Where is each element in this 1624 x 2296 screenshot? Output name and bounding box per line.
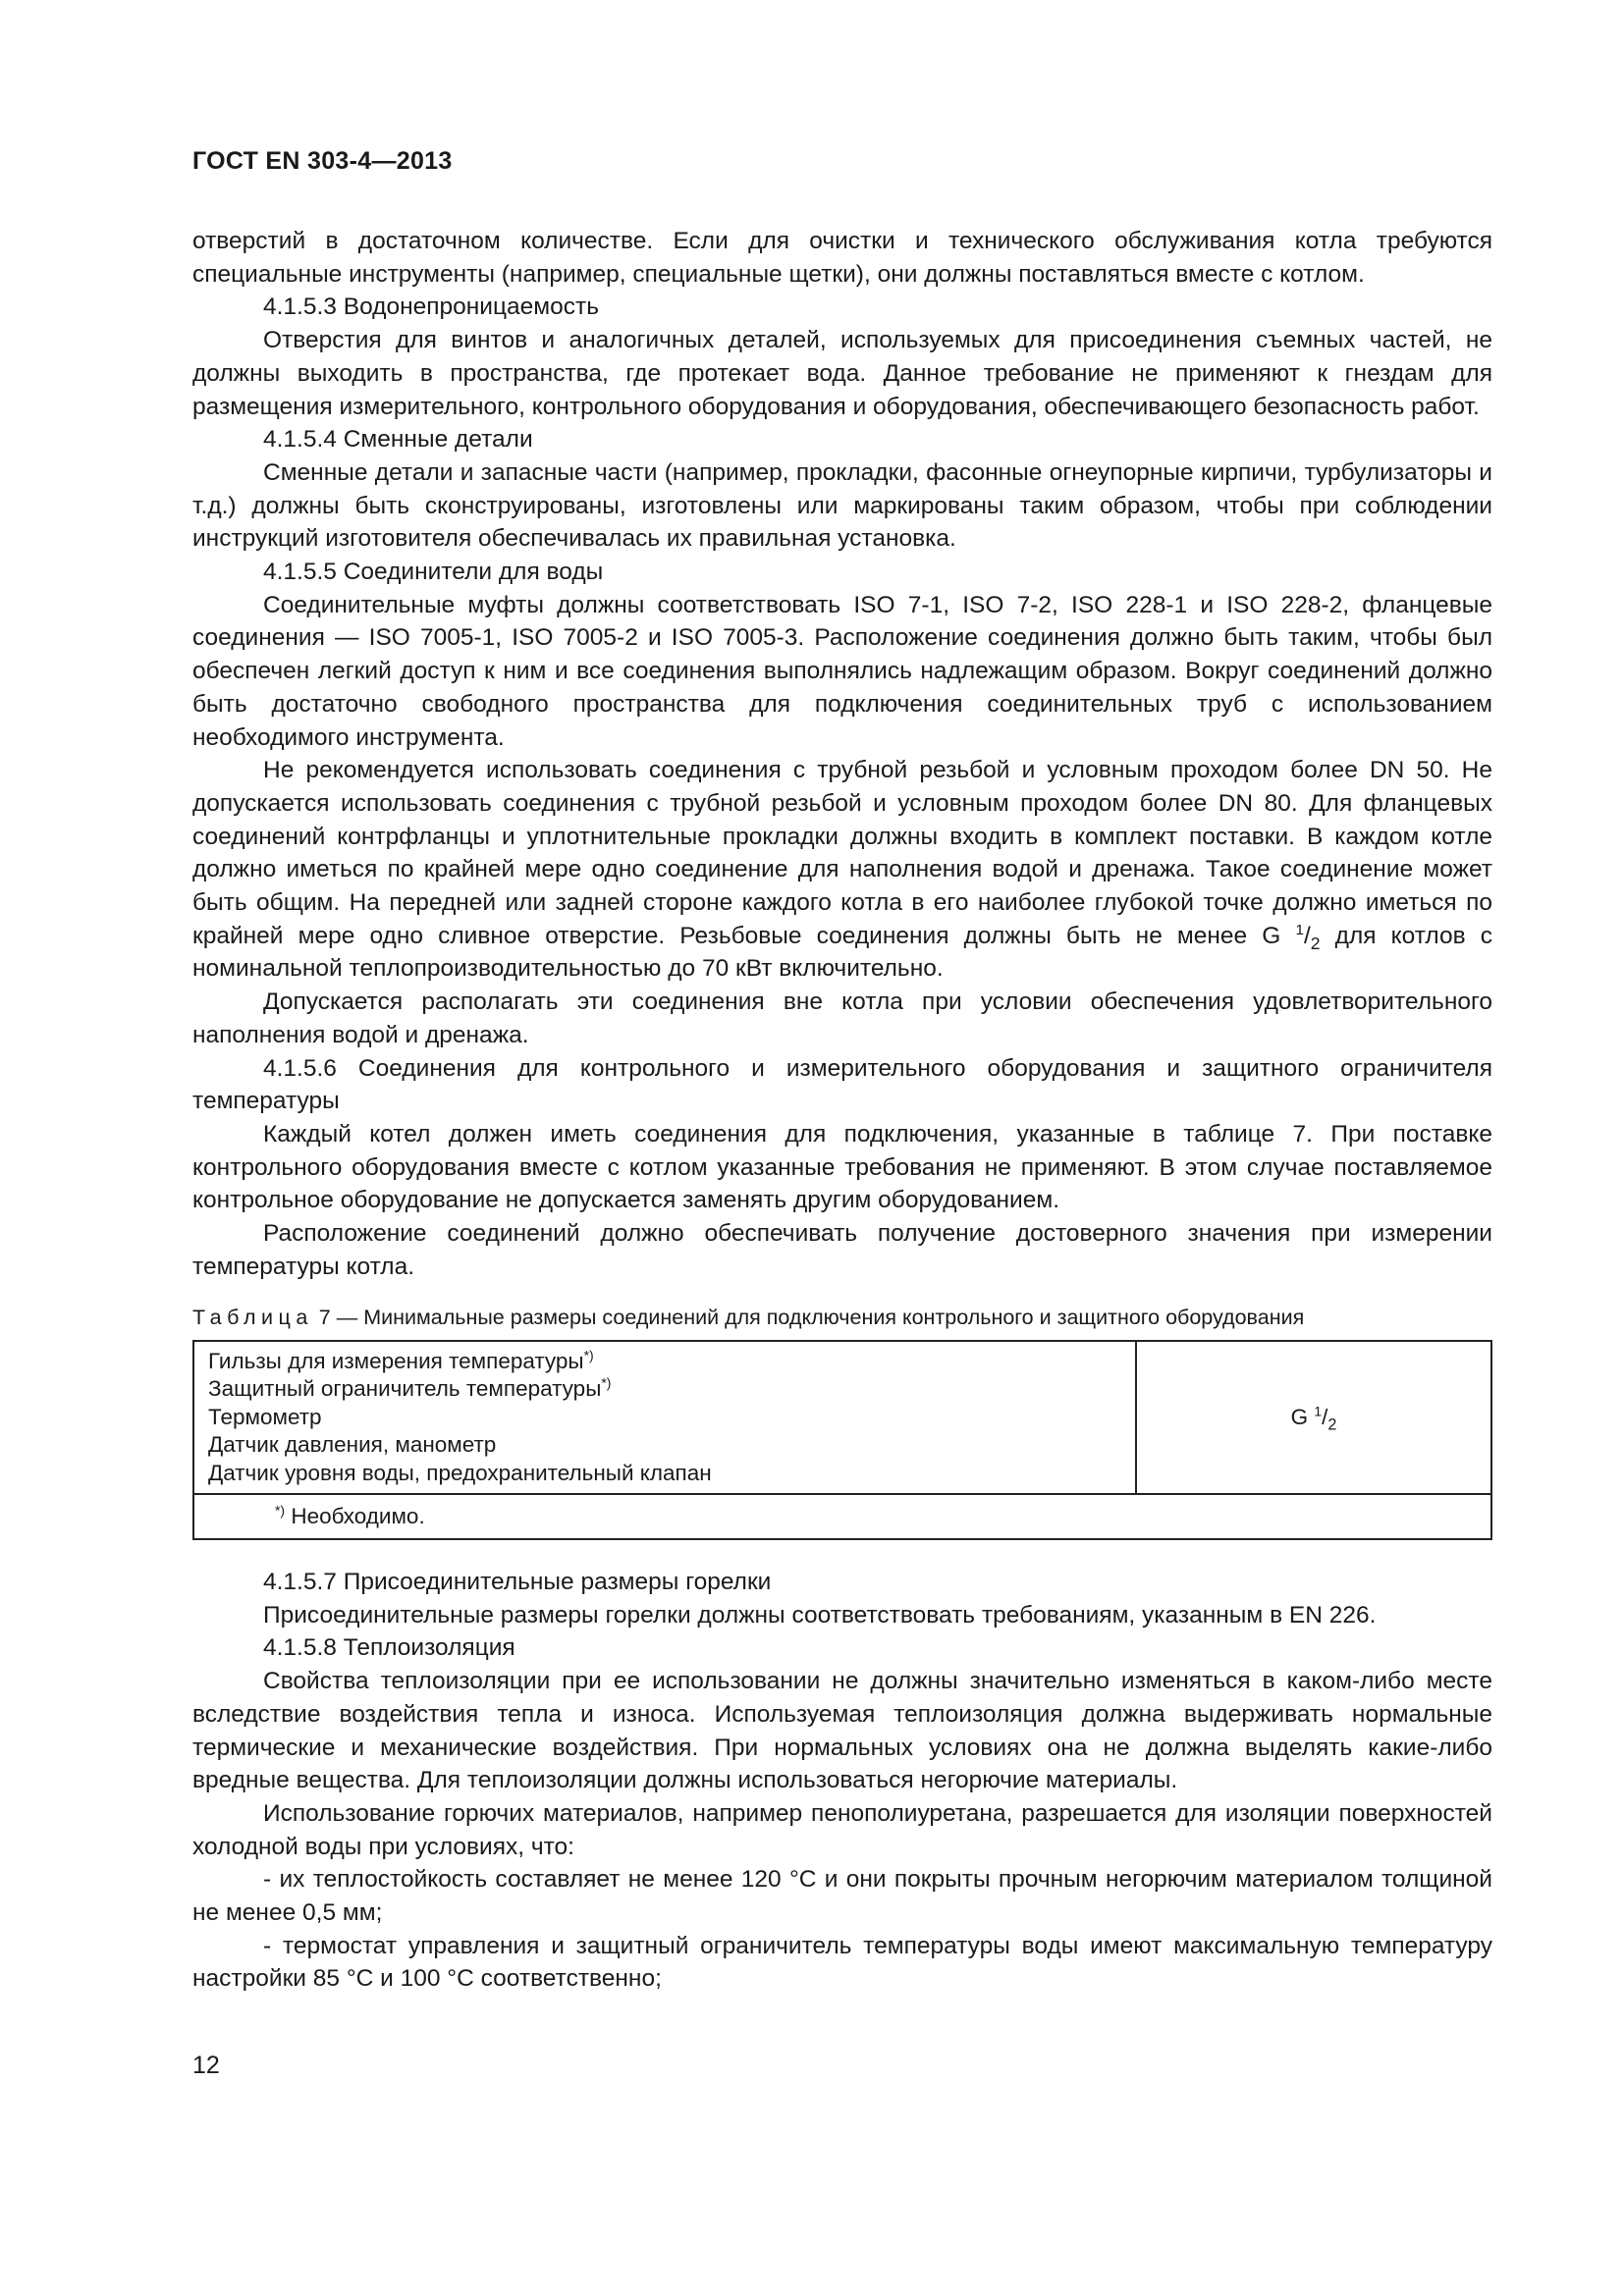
dn-paragraph: Не рекомендуется использовать соединения с трубной резьбой и условным проходом более DN 50. Не допускается использовать соединения с трубной резьбой и условным проходом более DN 80. Для фланцевых соединений контрфланцы и уплотнительные прокладки должны входить в комплект поставки. В каждом котле должно иметься по крайней мере одно соединение для наполнения водой и дренажа. Такое соединение может быть общим. На передней или задней стороне каждого котла в его наиболее глубокой точке должно иметься по крайней мере одно сливное отверстие. Резьбовые соединения должны быть не менее G $^1/_2$ для котлов с номинальной теплопроизводительностью до 70 кВт включительно. xyxy=(192,757,1492,983)
table-item-text: Датчик уровня воды, предохранительный клапан xyxy=(208,1460,712,1485)
connections-table xyxy=(192,1340,1492,1541)
table-caption-text: 7 — Минимальные размеры соединений для подключения контрольного и защитного оборудования xyxy=(312,1305,1305,1329)
paragraph: Каждый котел должен иметь соединения для подключения, указанные в таблице 7. При поставке контрольного оборудования вместе с котлом указанные требования не применяют. В этом случае поставляемое контрольное оборудование не допускается заменять другим оборудованием. xyxy=(192,1120,1492,1214)
section-heading: 4.1.5.8 Теплоизоляция xyxy=(263,1634,515,1662)
list-item: - термостат управления и защитный ограничитель температуры воды имеют максимальную температуру настройки 85 °С и 100 °С соответственно; xyxy=(192,1932,1492,1993)
value-numerator: 1 xyxy=(1314,1403,1323,1419)
dn-text-before: Не рекомендуется использовать соединения с трубной резьбой и условным проходом более DN 50. Не допускается использовать соединения с трубной резьбой и условным проходом более DN 80. Для фланцевых соединений контрфланцы и уплотнительные прокладки должны входить в комплект поставки. В каждом котле должно иметься по крайней мере одно соединение для наполнения водой и дренажа. Такое соединение может быть общим. На передней или задней стороне каждого котла в его наиболее глубокой точке должно иметься по крайней мере одно сливное отверстие. Резьбовые соединения должны быть не менее G xyxy=(192,757,1492,949)
section-heading: 4.1.5.4 Сменные детали xyxy=(263,426,533,454)
footnote-text: Необходимо. xyxy=(285,1504,425,1528)
paragraph: отверстий в достаточном количестве. Если для очистки и технического обслуживания котла требуются специальные инструменты (например, специальные щетки), они должны поставляться вместе с котлом. xyxy=(192,228,1492,288)
dn-text-after: для котлов с номинальной теплопроизводительностью до 70 кВт включительно. xyxy=(192,922,1492,983)
table-item xyxy=(208,1348,1121,1376)
body-bottom xyxy=(192,1566,1492,1996)
table-row xyxy=(193,1341,1491,1495)
page-number: 12 xyxy=(192,2052,220,2079)
table-cell-items xyxy=(193,1341,1136,1495)
list-item: - их теплостойкость составляет не менее 120 °С и они покрыты прочным негорючим материалом толщиной не менее 0,5 мм; xyxy=(192,1866,1492,1927)
table-item xyxy=(208,1431,1121,1460)
table-item xyxy=(208,1404,1121,1432)
footnote-mark: *) xyxy=(601,1374,612,1391)
paragraph: Соединительные муфты должны соответствовать ISO 7-1, ISO 7-2, ISO 228-1 и ISO 228-2, фланцевые соединения — ISO 7005-1, ISO 7005-2 и ISO 7005-3. Расположение соединения должно быть таким, чтобы был обеспечен легкий доступ к ним и все соединения выполнялись надлежащим образом. Вокруг соединений должно быть достаточно свободного пространства для подключения соединительных труб с использованием необходимого инструмента. xyxy=(192,591,1492,751)
value-prefix: G xyxy=(1290,1404,1315,1429)
table-item-text: Гильзы для измерения температуры xyxy=(208,1348,584,1373)
table-item-text: Защитный ограничитель температуры xyxy=(208,1376,602,1401)
table-footnote xyxy=(193,1494,1491,1539)
table-item xyxy=(208,1460,1121,1488)
table-item-text: Датчик давления, манометр xyxy=(208,1432,497,1457)
paragraph: Использование горючих материалов, например пенополиуретана, разрешается для изоляции поверхностей холодной воды при условиях, что: xyxy=(192,1799,1492,1860)
table-footnote-row xyxy=(193,1494,1491,1539)
section-heading: 4.1.5.7 Присоединительные размеры горелки xyxy=(263,1569,772,1595)
table-caption-word: Таблица xyxy=(192,1305,313,1329)
document-page xyxy=(192,147,1492,1996)
table-item xyxy=(208,1375,1121,1404)
paragraph: Присоединительные размеры горелки должны соответствовать требованиям, указанным в EN 226. xyxy=(263,1601,1377,1629)
body-top xyxy=(192,225,1492,754)
section-heading: 4.1.5.3 Водонепроницаемость xyxy=(263,294,599,321)
paragraph: Расположение соединений должно обеспечивать получение достоверного значения при измерении температуры котла. xyxy=(192,1220,1492,1280)
paragraph: Допускается располагать эти соединения вне котла при условии обеспечения удовлетворительного наполнения водой и дренажа. xyxy=(192,988,1492,1048)
table-caption xyxy=(192,1306,1492,1330)
document-header: ГОСТ EN 303-4—2013 xyxy=(192,147,453,175)
footnote-mark: *) xyxy=(583,1347,594,1362)
paragraph: Свойства теплоизоляции при ее использовании не должны значительно изменяться в каком-либо месте вследствие воздействия тепла и износа. Используемая теплоизоляция должна выдерживать нормальные термические и механические воздействия. При нормальных условиях она не должна выделять какие-либо вредные вещества. Для теплоизоляции должны использоваться негорючие материалы. xyxy=(192,1668,1492,1794)
paragraph: Отверстия для винтов и аналогичных деталей, используемых для присоединения съемных частей, не должны выходить в пространства, где протекает вода. Данное требование не применяют к гнездам для размещения измерительного, контрольного оборудования и оборудования, обеспечивающего безопасность работ. xyxy=(192,327,1492,420)
section-heading: 4.1.5.5 Соединители для воды xyxy=(263,559,604,586)
table-item-text: Термометр xyxy=(208,1404,322,1429)
table-cell-value: G $^1/_2$ xyxy=(1136,1341,1491,1495)
footnote-mark: *) xyxy=(275,1502,286,1519)
fraction-denominator: 2 xyxy=(1310,933,1321,953)
paragraph: Сменные детали и запасные части (например, прокладки, фасонные огнеупорные кирпичи, турбулизаторы и т.д.) должны быть сконструированы, изготовлены или маркированы таким образом, чтобы при соблюдении инструкций изготовителя обеспечивалась их правильная установка. xyxy=(192,458,1492,553)
value-denominator: 2 xyxy=(1327,1415,1337,1434)
body-mid xyxy=(192,986,1492,1283)
section-heading: 4.1.5.6 Соединения для контрольного и измерительного оборудования и защитного ограничителя температуры xyxy=(192,1054,1492,1115)
fraction-numerator: 1 xyxy=(1295,921,1304,938)
